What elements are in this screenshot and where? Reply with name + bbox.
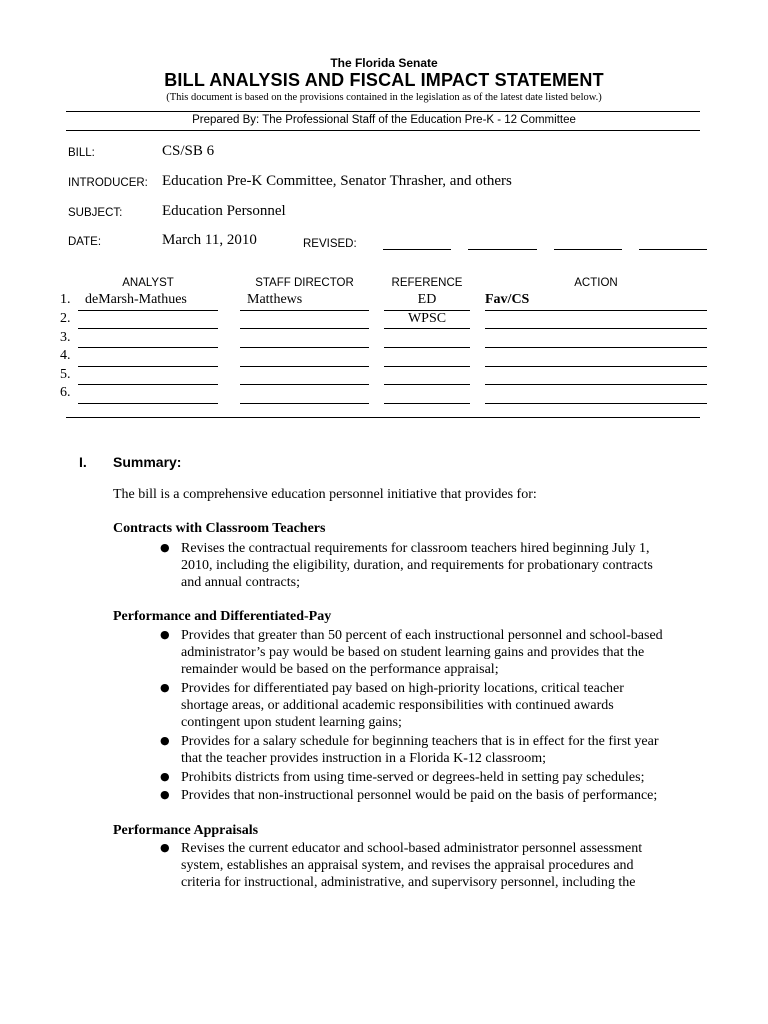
action-cell: Fav/CS	[485, 292, 530, 307]
org-name: The Florida Senate	[330, 56, 438, 70]
revised-blank	[468, 249, 537, 250]
bill-number: CS/SB 6	[162, 143, 215, 159]
col-header-reference: REFERENCE	[391, 277, 463, 289]
prepared-by: Prepared By: The Professional Staff of the Education Pre-K - 12 Committee	[192, 114, 576, 126]
section-numeral: I.	[79, 454, 87, 470]
col-header-action: ACTION	[574, 277, 618, 289]
revised-blank	[383, 249, 451, 250]
subject-value: Education Personnel	[162, 203, 286, 219]
bill-label: BILL:	[68, 147, 95, 159]
subheading-appraisals: Performance Appraisals	[113, 823, 259, 838]
bullet-item: Provides for differentiated pay based on high-priority locations, critical teacher shortage areas, or additional academic responsibilities with continued awards contingent upon student learning gains;	[181, 681, 624, 730]
date-value: March 11, 2010	[162, 232, 257, 248]
row-number: 3.	[60, 330, 71, 345]
col-header-analyst: ANALYST	[122, 277, 174, 289]
subheading-performance-pay: Performance and Differentiated-Pay	[113, 609, 332, 624]
document-title: BILL ANALYSIS AND FISCAL IMPACT STATEMENT	[164, 70, 604, 90]
revised-blank	[554, 249, 622, 250]
bullet-item: Provides that non-instructional personnel would be paid on the basis of performance;	[181, 788, 658, 803]
director-cell: Matthews	[247, 292, 303, 307]
subheading-contracts: Contracts with Classroom Teachers	[113, 521, 326, 536]
divider	[66, 111, 700, 112]
bullet-item: Provides that greater than 50 percent of each instructional personnel and school-based administrator’s pay would be based on student learning gains and provides that the remainder would be based on the performance appraisal;	[181, 628, 663, 677]
bullet-icon: ●	[160, 770, 170, 783]
introducer-value: Education Pre-K Committee, Senator Thrasher, and others	[162, 173, 512, 189]
divider	[66, 130, 700, 131]
row-number: 2.	[60, 311, 71, 326]
bullet-icon: ●	[160, 788, 170, 801]
bullet-item: Prohibits districts from using time-served or degrees-held in setting pay schedules;	[181, 770, 645, 785]
revised-label: REVISED:	[303, 238, 357, 250]
subject-label: SUBJECT:	[68, 207, 123, 219]
bullet-item: Revises the current educator and school-based administrator personnel assessment system, establishes an appraisal system, and revises the appraisal procedures and criteria for instructional, administrative, and supervisory personnel, including the	[181, 841, 643, 890]
row-number: 5.	[60, 367, 71, 382]
reference-cell: ED	[417, 292, 437, 307]
section-heading: Summary:	[113, 454, 182, 470]
date-label: DATE:	[68, 236, 102, 248]
col-header-staff-director: STAFF DIRECTOR	[255, 277, 354, 289]
row-number: 6.	[60, 385, 71, 400]
summary-intro: The bill is a comprehensive education personnel initiative that provides for:	[113, 487, 537, 502]
bullet-icon: ●	[160, 541, 170, 554]
analyst-cell: deMarsh-Mathues	[85, 292, 187, 307]
bullet-icon: ●	[160, 681, 170, 694]
bullet-item: Revises the contractual requirements for classroom teachers hired beginning July 1, 2010, including the eligibility, duration, and requirements for probationary contracts and annual contracts;	[181, 541, 653, 590]
divider	[66, 417, 700, 418]
reference-cell: WPSC	[407, 311, 447, 326]
row-number: 1.	[60, 292, 71, 307]
bullet-icon: ●	[160, 841, 170, 854]
bullet-icon: ●	[160, 734, 170, 747]
bullet-item: Provides for a salary schedule for beginning teachers that is in effect for the first year that the teacher provides instruction in a Florida K-12 classroom;	[181, 734, 659, 766]
introducer-label: INTRODUCER:	[68, 177, 148, 189]
bullet-icon: ●	[160, 628, 170, 641]
document-note: (This document is based on the provisions contained in the legislation as of the latest date listed below.)	[166, 92, 602, 103]
revised-blank	[639, 249, 707, 250]
row-number: 4.	[60, 348, 71, 363]
